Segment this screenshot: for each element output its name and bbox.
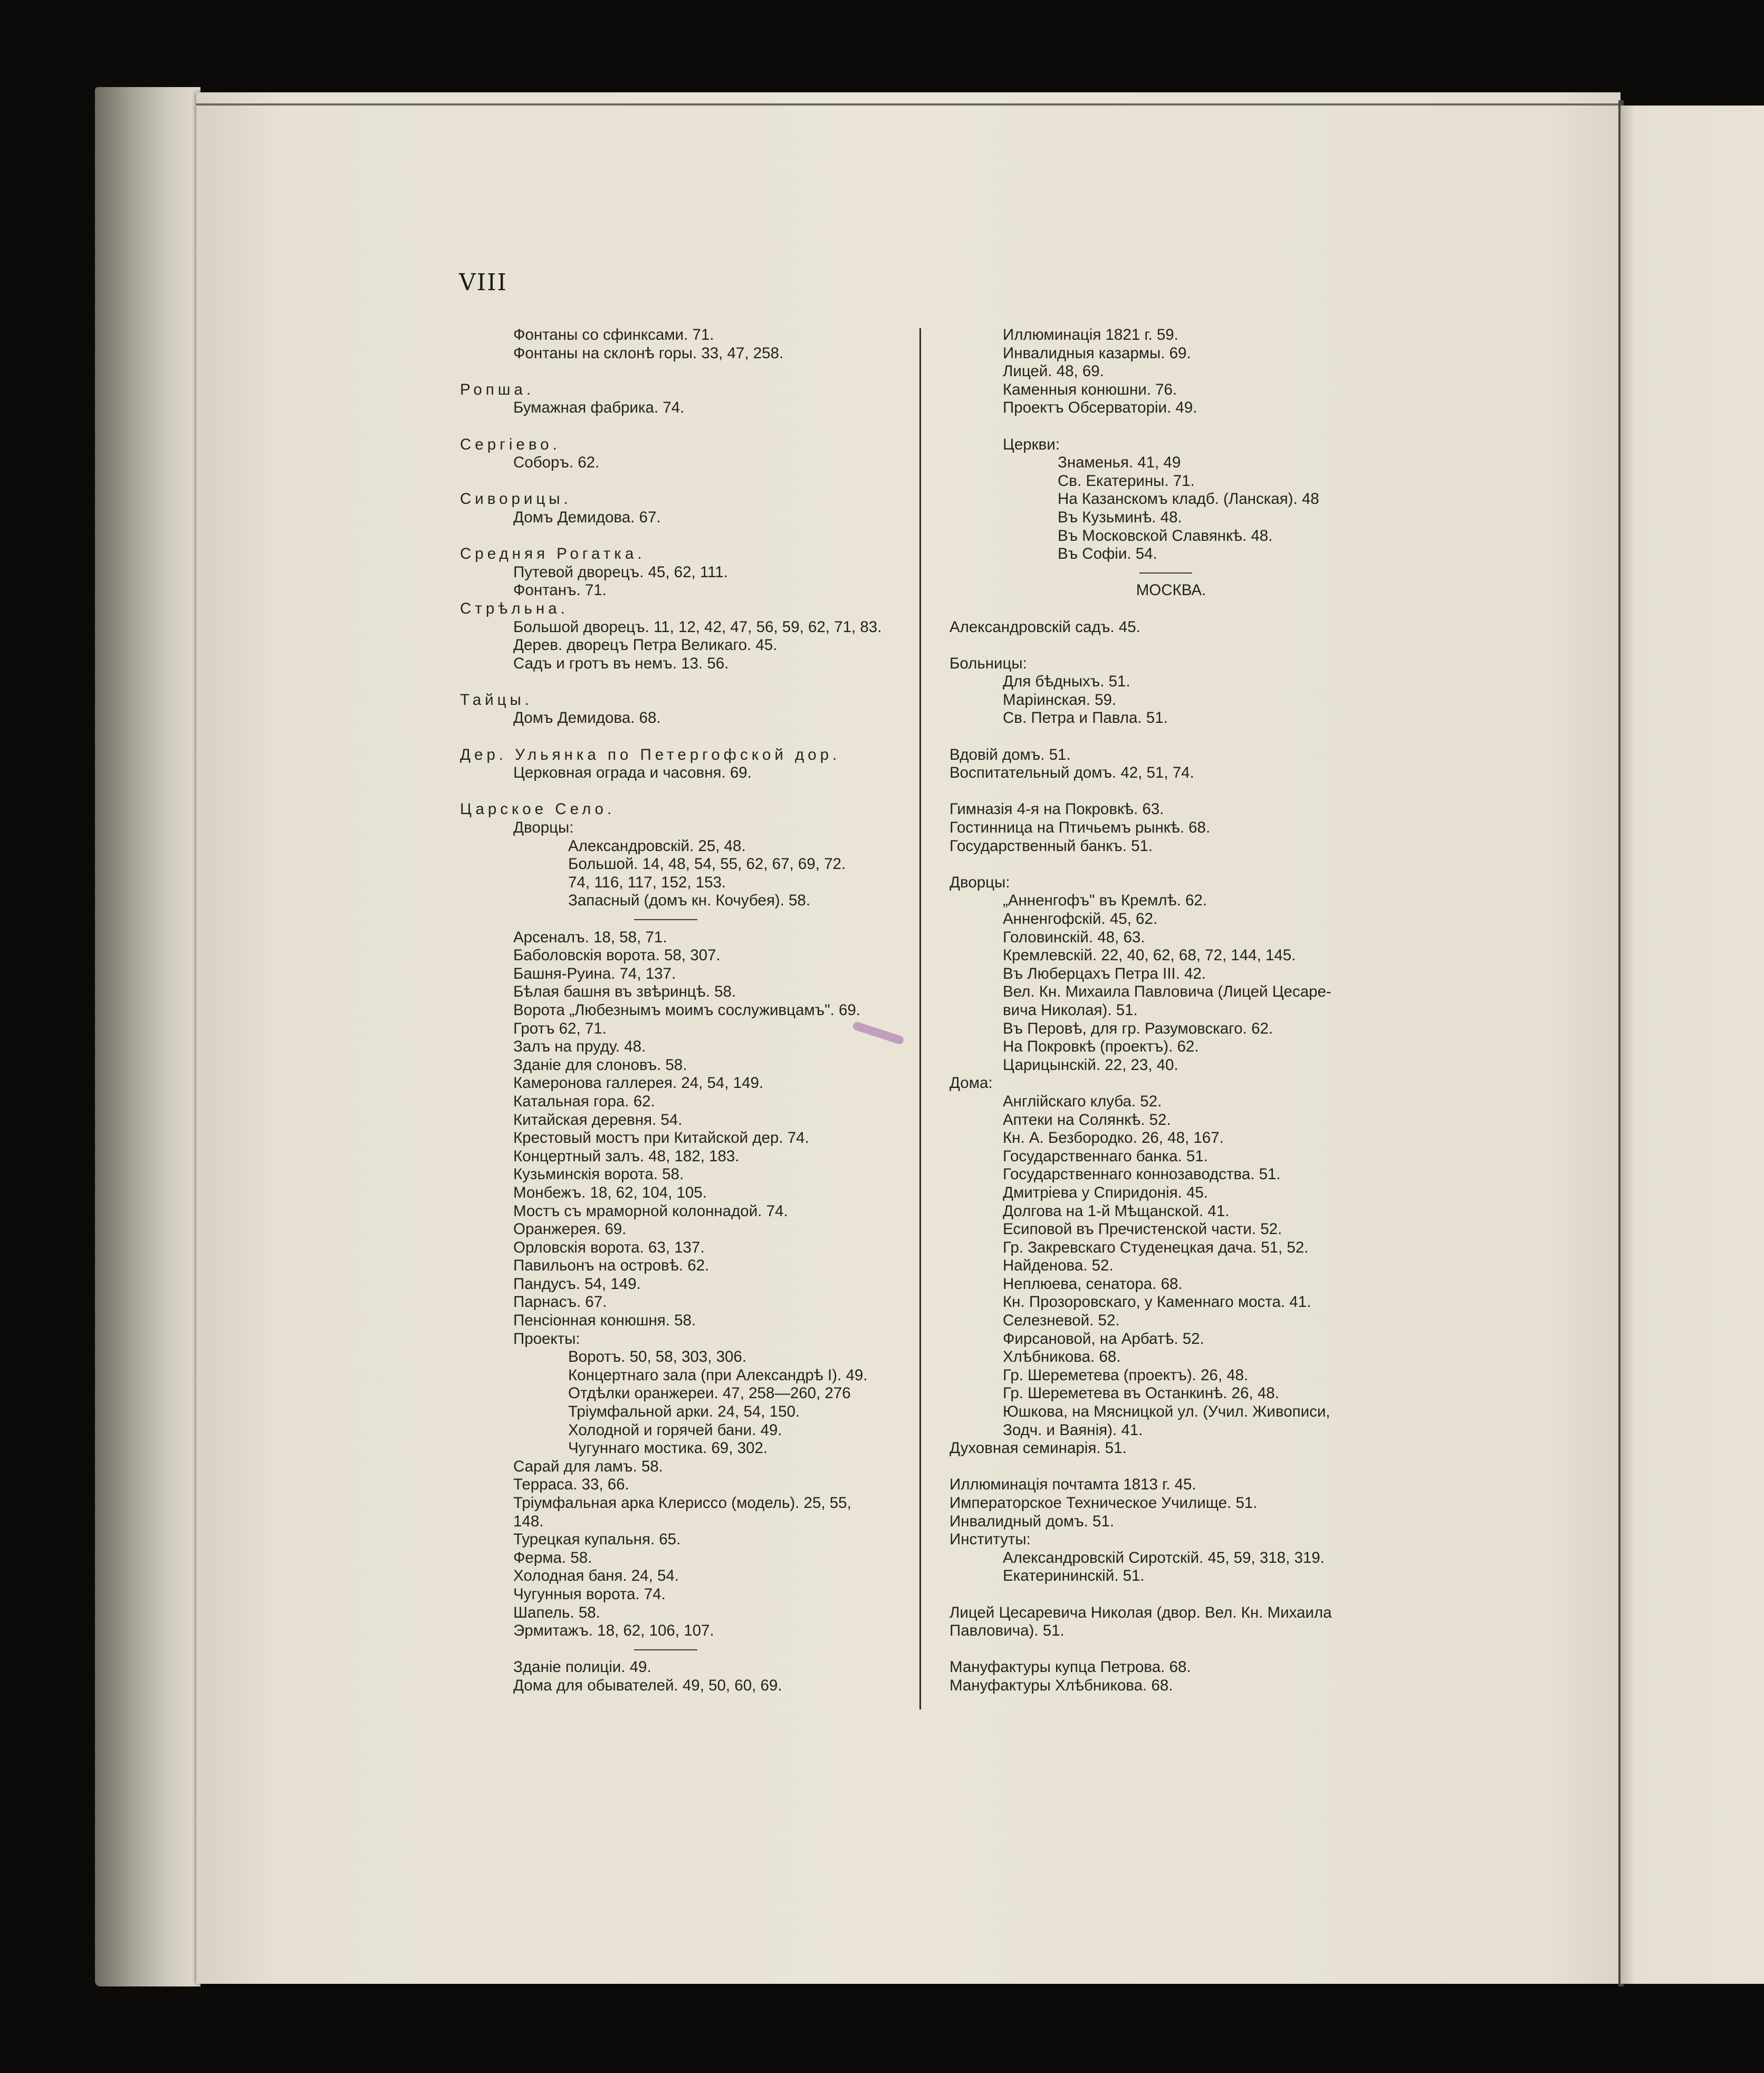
index-entry: Бѣлая башня въ звѣринцѣ. 58.: [513, 983, 736, 1001]
spacer: [950, 636, 1393, 655]
place-heading: Тайцы.: [460, 691, 533, 709]
index-entry: Соборъ. 62.: [513, 454, 600, 472]
index-entry: Домъ Демидова. 68.: [513, 709, 661, 727]
spacer: [460, 472, 898, 491]
section-rule: [460, 1640, 898, 1659]
index-entry: Китайская деревня. 54.: [513, 1111, 683, 1129]
index-entry: Мануфактуры купца Петрова. 68.: [950, 1658, 1191, 1676]
index-entry: Долгова на 1-й Мѣщанской. 41.: [1003, 1202, 1230, 1220]
index-entry: Кн. Прозоровскаго, у Каменнаго моста. 41.: [1003, 1293, 1311, 1311]
index-entry: Селезневой. 52.: [1003, 1312, 1120, 1330]
index-entry: Шапель. 58.: [513, 1603, 600, 1621]
index-entry: Св. Петра и Павла. 51.: [1003, 709, 1168, 727]
index-entry: Въ Кузьминѣ. 48.: [1058, 508, 1182, 526]
index-entry: Въ Московской Славянкѣ. 48.: [1058, 527, 1273, 544]
index-entry: Гр. Шереметева (проектъ). 26, 48.: [1003, 1366, 1249, 1384]
section-heading: МОСКВА.: [1136, 581, 1206, 599]
index-entry: Терраса. 33, 66.: [513, 1476, 629, 1494]
index-entry: Баболовскія ворота. 58, 307.: [513, 947, 721, 964]
index-entry: Путевой дворецъ. 45, 62, 111.: [513, 563, 728, 581]
index-entry: Лицей. 48, 69.: [1003, 362, 1104, 380]
place-heading: Сиворицы.: [460, 490, 572, 508]
spacer: [950, 1458, 1393, 1476]
index-entry: Тріумфальная арка Клериссо (модель). 25, 55,: [513, 1494, 851, 1512]
index-entry: Залъ на пруду. 48.: [513, 1038, 646, 1056]
page-number: VIII: [459, 269, 507, 296]
index-entry: Катальная гора. 62.: [513, 1092, 655, 1110]
index-entry: Государственный банкъ. 51.: [950, 837, 1153, 855]
index-entry: 148.: [513, 1512, 544, 1530]
spacer: [460, 527, 898, 546]
index-entry: Александровскій. 25, 48.: [568, 837, 746, 855]
index-entry: Эрмитажъ. 18, 62, 106, 107.: [513, 1622, 714, 1640]
index-entry: Больницы:: [950, 654, 1027, 672]
place-heading: Дер. Ульянка по Петергофской дор.: [460, 746, 841, 763]
index-entry: Гостинница на Птичьемъ рынкѣ. 68.: [950, 819, 1211, 837]
index-entry: 74, 116, 117, 152, 153.: [568, 873, 726, 891]
index-entry: Кн. А. Безбородко. 26, 48, 167.: [1003, 1129, 1224, 1147]
index-entry: Юшкова, на Мясницкой ул. (Учил. Живописи,: [1003, 1403, 1330, 1421]
index-entry: Въ Люберцахъ Петра III. 42.: [1003, 964, 1206, 982]
index-entry: Хлѣбникова. 68.: [1003, 1348, 1121, 1366]
index-entry: Мостъ съ мраморной колоннадой. 74.: [513, 1202, 788, 1220]
index-entry: На Казанскомъ кладб. (Ланская). 48: [1058, 490, 1319, 508]
index-entry: Императорское Техническое Училище. 51.: [950, 1494, 1258, 1512]
index-entry: Пандусъ. 54, 149.: [513, 1275, 641, 1293]
index-entry: Садъ и гротъ въ немъ. 13. 56.: [513, 654, 729, 672]
place-heading: Средняя Рогатка.: [460, 545, 646, 563]
index-entry: Въ Перовѣ, для гр. Разумовскаго. 62.: [1003, 1019, 1273, 1037]
book-page: [196, 92, 1621, 1984]
index-entry: Зданіе для слоновъ. 58.: [513, 1056, 687, 1074]
index-entry: Фонтаны на склонѣ горы. 33, 47, 258.: [513, 344, 784, 362]
index-entry: Головинскій. 48, 63.: [1003, 928, 1145, 946]
index-entry: Воротъ. 50, 58, 303, 306.: [568, 1348, 747, 1366]
spacer: [950, 1585, 1393, 1604]
spacer: [460, 782, 898, 801]
spacer: [950, 782, 1393, 801]
index-entry: Инвалидныя казармы. 69.: [1003, 344, 1191, 362]
index-entry: Фонтаны со сфинксами. 71.: [513, 326, 714, 343]
section-rule: [950, 563, 1393, 582]
index-entry: Отдѣлки оранжереи. 47, 258—260, 276: [568, 1384, 851, 1402]
index-entry: Дмитріева у Спиридонія. 45.: [1003, 1183, 1208, 1201]
index-entry: Церковная ограда и часовня. 69.: [513, 764, 752, 782]
index-entry: Холодной и горячей бани. 49.: [568, 1421, 782, 1439]
index-entry: Турецкая купальня. 65.: [513, 1531, 681, 1549]
index-entry: Неплюева, сенатора. 68.: [1003, 1275, 1183, 1293]
place-heading: Ропша.: [460, 380, 535, 398]
index-entry: Александровскій садъ. 45.: [950, 618, 1140, 636]
spacer: [950, 417, 1393, 436]
index-entry: Парнасъ. 67.: [513, 1293, 607, 1311]
place-heading: Царское Село.: [460, 800, 616, 818]
index-entry: Есиповой въ Пречистенской части. 52.: [1003, 1220, 1282, 1238]
index-entry: Зодч. и Ваянія). 41.: [1003, 1421, 1143, 1439]
index-column-left: [460, 326, 898, 1695]
index-entry: Чугуннаго мостика. 69, 302.: [568, 1439, 768, 1457]
index-entry: Павильонъ на островѣ. 62.: [513, 1257, 710, 1275]
book-edge: [95, 87, 200, 1986]
index-entry: Большой. 14, 48, 54, 55, 62, 67, 69, 72.: [568, 855, 846, 873]
spacer: [950, 855, 1393, 874]
index-entry: Св. Екатерины. 71.: [1058, 472, 1195, 490]
index-entry: Камеронова галлерея. 24, 54, 149.: [513, 1074, 764, 1092]
page-top-rule: [196, 103, 1621, 106]
index-entry: Аптеки на Солянкѣ. 52.: [1003, 1111, 1171, 1129]
index-entry: Государственнаго банка. 51.: [1003, 1147, 1208, 1165]
index-column-right: [950, 326, 1393, 1695]
index-entry: Башня-Руина. 74, 137.: [513, 964, 676, 982]
index-entry: Англійскаго клуба. 52.: [1003, 1092, 1162, 1110]
index-entry: Бумажная фабрика. 74.: [513, 399, 685, 417]
index-entry: Павловича). 51.: [950, 1622, 1065, 1640]
index-entry: Пенсіонная конюшня. 58.: [513, 1312, 696, 1330]
index-entry: Духовная семинарія. 51.: [950, 1439, 1127, 1457]
index-entry: Гр. Закревскаго Студенецкая дача. 51, 52.: [1003, 1238, 1309, 1256]
index-entry: Холодная баня. 24, 54.: [513, 1567, 679, 1585]
index-entry: Екатерининскій. 51.: [1003, 1567, 1145, 1585]
spacer: [950, 600, 1393, 618]
index-entry: Царицынскій. 22, 23, 40.: [1003, 1056, 1178, 1074]
index-entry: Лицей Цесаревича Николая (двор. Вел. Кн. Михаила: [950, 1603, 1332, 1621]
index-entry: Анненгофскій. 45, 62.: [1003, 910, 1158, 928]
index-entry: Институты:: [950, 1531, 1031, 1549]
index-entry: Для бѣдныхъ. 51.: [1003, 673, 1130, 691]
index-entry: Крестовый мостъ при Китайской дер. 74.: [513, 1129, 809, 1147]
index-entry: Чугунныя ворота. 74.: [513, 1585, 666, 1603]
index-entry: Оранжерея. 69.: [513, 1220, 627, 1238]
place-heading: Сергiево.: [460, 435, 561, 453]
index-entry: Фирсановой, на Арбатѣ. 52.: [1003, 1330, 1204, 1348]
index-entry: Вдовій домъ. 51.: [950, 746, 1071, 763]
index-entry: Проектъ Обсерваторіи. 49.: [1003, 399, 1197, 417]
index-entry: Въ Софіи. 54.: [1058, 545, 1157, 563]
index-entry: Иллюминація 1821 г. 59.: [1003, 326, 1178, 343]
index-entry: Маріинская. 59.: [1003, 691, 1117, 709]
index-entry: Дома:: [950, 1074, 993, 1092]
index-entry: Кремлевскій. 22, 40, 62, 68, 72, 144, 145.: [1003, 947, 1296, 964]
index-entry: вича Николая). 51.: [1003, 1001, 1138, 1019]
column-divider: [919, 328, 921, 1709]
index-entry: Дерев. дворецъ Петра Великаго. 45.: [513, 636, 778, 654]
spacer: [950, 728, 1393, 746]
index-entry: Александровскій Сиротскій. 45, 59, 318, 319.: [1003, 1549, 1325, 1566]
index-entry: Гротъ 62, 71.: [513, 1019, 607, 1037]
index-entry: Сарай для ламъ. 58.: [513, 1457, 663, 1475]
section-rule: [460, 910, 898, 929]
index-entry: Ферма. 58.: [513, 1549, 592, 1566]
spacer: [460, 728, 898, 746]
index-entry: Монбежъ. 18, 62, 104, 105.: [513, 1183, 707, 1201]
index-entry: Кузьминскія ворота. 58.: [513, 1166, 684, 1183]
index-entry: Дворцы:: [513, 819, 574, 837]
index-entry: Найденова. 52.: [1003, 1257, 1114, 1275]
index-entry: Гимназія 4-я на Покровкѣ. 63.: [950, 800, 1164, 818]
index-entry: Запасный (домъ кн. Кочубея). 58.: [568, 892, 811, 910]
index-entry: Ворота „Любезнымъ моимъ сослуживцамъ". 69.: [513, 1001, 860, 1019]
spacer: [460, 417, 898, 436]
index-entry: „Анненгофъ" въ Кремлѣ. 62.: [1003, 892, 1207, 910]
index-entry: Концертный залъ. 48, 182, 183.: [513, 1147, 740, 1165]
spacer: [460, 362, 898, 381]
index-entry: Орловскія ворота. 63, 137.: [513, 1238, 705, 1256]
index-entry: Большой дворецъ. 11, 12, 42, 47, 56, 59, 62, 71, 83.: [513, 618, 882, 636]
index-entry: Каменныя конюшни. 76.: [1003, 380, 1177, 398]
index-entry: Зданіе полиціи. 49.: [513, 1658, 651, 1676]
index-entry: Вел. Кн. Михаила Павловича (Лицей Цесаре-: [1003, 983, 1331, 1001]
index-entry: Воспитательный домъ. 42, 51, 74.: [950, 764, 1194, 782]
index-entry: Государственнаго коннозаводства. 51.: [1003, 1166, 1281, 1183]
index-entry: Арсеналъ. 18, 58, 71.: [513, 928, 667, 946]
index-entry: Мануфактуры Хлѣбникова. 68.: [950, 1676, 1173, 1694]
index-entry: Гр. Шереметева въ Останкинѣ. 26, 48.: [1003, 1384, 1279, 1402]
index-entry: Домъ Демидова. 67.: [513, 508, 661, 526]
spacer: [460, 673, 898, 691]
place-heading: Стрѣльна.: [460, 599, 569, 617]
index-entry: Церкви:: [1003, 435, 1060, 453]
index-entry: Дома для обывателей. 49, 50, 60, 69.: [513, 1676, 782, 1694]
index-entry: Иллюминація почтамта 1813 г. 45.: [950, 1476, 1196, 1494]
index-entry: Концертнаго зала (при Александрѣ I). 49.: [568, 1366, 868, 1384]
index-entry: На Покровкѣ (проектъ). 62.: [1003, 1038, 1199, 1056]
index-entry: Фонтанъ. 71.: [513, 581, 607, 599]
index-entry: Знаменья. 41, 49: [1058, 454, 1181, 472]
index-entry: Тріумфальной арки. 24, 54, 150.: [568, 1403, 800, 1421]
spacer: [950, 1640, 1393, 1659]
index-entry: Дворцы:: [950, 873, 1010, 891]
index-entry: Проекты:: [513, 1330, 580, 1348]
facing-page: [1621, 106, 1764, 1984]
index-entry: Инвалидный домъ. 51.: [950, 1512, 1115, 1530]
